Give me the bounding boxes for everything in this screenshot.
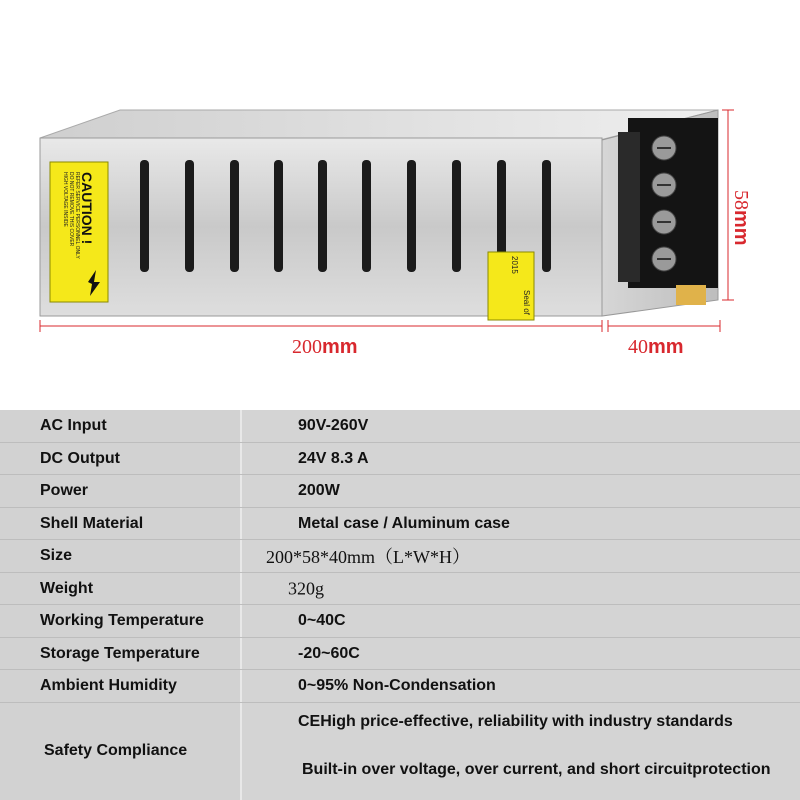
spec-value: 24V 8.3 A [298,449,369,467]
depth-dimension: 40mm [628,336,684,358]
spec-value: 0~95% Non-Condensation [298,677,496,695]
spec-label: Working Temperature [40,612,204,630]
spec-row-shell-material [0,508,800,541]
spec-table [0,410,800,800]
spec-label: AC Input [40,417,107,435]
spec-label: Storage Temperature [40,644,200,662]
svg-text:HIGH VOLTAGE INSIDE: HIGH VOLTAGE INSIDE [62,172,68,227]
spec-row-ambient-humidity [0,670,800,703]
spec-value: 320g [288,578,324,599]
spec-value: 0~40C [298,612,346,630]
spec-label: Weight [40,579,94,597]
spec-label: Ambient Humidity [40,677,177,695]
terminal-block [618,118,718,305]
svg-text:Seal of: Seal of [522,290,531,315]
caution-label [50,162,108,302]
seal-sticker [488,252,534,320]
spec-value: 90V-260V [298,417,369,435]
spec-label: Size [40,547,73,565]
spec-value: 200W [298,482,340,500]
svg-text:2015: 2015 [510,256,519,274]
spec-value: 200*58*40mm（L*W*H） [266,547,470,568]
svg-text:DO NOT REMOVE THIS COVER: DO NOT REMOVE THIS COVER [68,172,74,247]
spec-value: -20~60C [298,644,360,662]
spec-row-working-temperature [0,605,800,638]
caution-text: CAUTION ! [79,172,95,245]
spec-label: Safety Compliance [44,742,188,759]
spec-row-storage-temperature [0,638,800,671]
spec-row-size [0,540,800,573]
spec-value-line1: CEHigh price-effective, reliability with industry standards [298,712,733,730]
spec-row-power [0,475,800,508]
spec-row-weight [0,573,800,606]
spec-row-ac-input [0,410,800,443]
svg-text:REFER SERVICE PERSONNEL ONLY: REFER SERVICE PERSONNEL ONLY [74,172,80,259]
spec-label: Power [40,482,89,500]
spec-value: Metal case / Aluminum case [298,514,510,532]
spec-row-dc-output [0,443,800,476]
width-dimension: 200mm [292,336,358,358]
height-dimension: 58mm [730,190,752,246]
spec-row-safety-compliance [0,703,800,800]
spec-label: DC Output [40,449,120,467]
spec-value-line2: Built-in over voltage, over current, and short circuitprotection [302,761,771,779]
spec-label: Shell Material [40,514,144,532]
